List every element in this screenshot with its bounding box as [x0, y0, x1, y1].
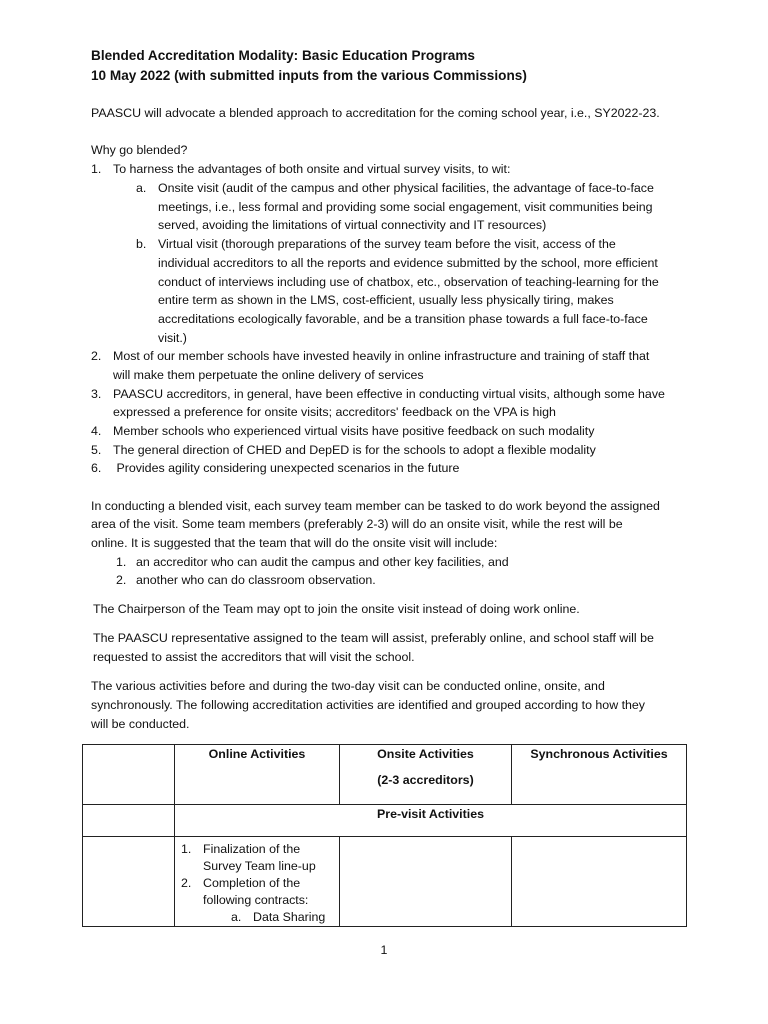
list-item: an accreditor who can audit the campus and other key facilities, and: [136, 555, 509, 569]
reason-text: Most of our member schools have invested heavily in online infrastructure and training of staff that: [113, 349, 650, 363]
paragraph-line: The various activities before and during the two-day visit can be conducted online, onsite, and: [91, 679, 605, 693]
sub-text: conduct of interviews including use of chatbox, etc., observation of teaching-learning for the: [158, 275, 659, 289]
sub-text: visit.): [158, 331, 187, 345]
online-item: [181, 841, 339, 875]
reason-number: 3.: [91, 387, 102, 401]
online-item-number: 2.: [181, 876, 192, 890]
list-item: another who can do classroom observation.: [136, 573, 376, 587]
reason-text: will make them perpetuate the online delivery of services: [113, 368, 424, 382]
sub-text: entire term as shown in the LMS, cost-efficient, usually less physically tiring, makes: [158, 293, 614, 307]
paragraph-line: online. It is suggested that the team that will do the onsite visit will include:: [91, 536, 498, 550]
table-row: [83, 837, 687, 927]
paragraph-line: The PAASCU representative assigned to the team will assist, preferably online, and school staff will be: [93, 631, 654, 645]
section-previsit-label: Pre-visit Activities: [377, 807, 484, 821]
reason-text: Member schools who experienced virtual visits have positive feedback on such modality: [113, 424, 595, 438]
paragraph-line: synchronously. The following accreditation activities are identified and grouped according to how they: [91, 698, 646, 712]
table-cell: [83, 837, 175, 927]
section-previsit: [175, 805, 687, 837]
sub-text: served, avoiding the limitations of virtual connectivity and IT resources): [158, 218, 547, 232]
reason-number: 4.: [91, 424, 102, 438]
paragraph-line: area of the visit. Some team members (preferably 2-3) will do an onsite visit, while the rest will be: [91, 517, 623, 531]
sub-text: meetings, i.e., less formal and providing some social engagement, visit communities being: [158, 200, 653, 214]
header-online: [175, 745, 340, 805]
activities-table: [82, 744, 687, 927]
online-subitem-letter: a.: [231, 910, 242, 924]
table-cell: [83, 745, 175, 805]
sub-letter: b.: [136, 237, 147, 251]
header-synchronous-label: Synchronous Activities: [530, 747, 668, 761]
reason-number: 5.: [91, 443, 102, 457]
table-header-row: [83, 745, 687, 805]
reason-text: Provides agility considering unexpected scenarios in the future: [113, 461, 460, 475]
chairperson-paragraph: The Chairperson of the Team may opt to join the onsite visit instead of doing work online.: [93, 602, 580, 616]
header-onsite-sublabel: (2-3 accreditors): [377, 773, 474, 787]
header-online-label: Online Activities: [208, 747, 306, 761]
sub-text: Onsite visit (audit of the campus and other physical facilities, the advantage of face-to-face: [158, 181, 654, 195]
document-subtitle: 10 May 2022 (with submitted inputs from the various Commissions): [91, 68, 527, 83]
reason-text: The general direction of CHED and DepED is for the schools to adopt a flexible modality: [113, 443, 596, 457]
online-item-number: 1.: [181, 842, 192, 856]
list-number: 1.: [116, 555, 127, 569]
online-subitem-text: Data Sharing: [253, 910, 326, 924]
online-item-text: Survey Team line-up: [203, 859, 316, 873]
reason-number: 6.: [91, 461, 102, 475]
header-synchronous: [512, 745, 687, 805]
online-item: [181, 875, 339, 909]
online-item-text: following contracts:: [203, 893, 309, 907]
intro-paragraph: PAASCU will advocate a blended approach to accreditation for the coming school year, i.e., SY2022-23.: [91, 106, 660, 120]
why-heading: Why go blended?: [91, 143, 188, 157]
header-onsite: [340, 745, 512, 805]
onsite-activities-cell: [340, 837, 512, 927]
reason-text: To harness the advantages of both onsite and virtual survey visits, to wit:: [113, 162, 511, 176]
online-item-text: Completion of the: [203, 876, 301, 890]
header-onsite-label: Onsite Activities: [377, 747, 474, 761]
reason-number: 2.: [91, 349, 102, 363]
online-activities-cell: [175, 837, 340, 927]
table-cell: [83, 805, 175, 837]
sub-text: Virtual visit (thorough preparations of the survey team before the visit, access of the: [158, 237, 616, 251]
online-item-text: Finalization of the: [203, 842, 301, 856]
document-title: Blended Accreditation Modality: Basic Education Programs: [91, 48, 475, 63]
sub-text: accreditations ecologically favorable, and be a transition phase towards a full face-to-face: [158, 312, 648, 326]
paragraph-line: In conducting a blended visit, each survey team member can be tasked to do work beyond the assigned: [91, 499, 660, 513]
paragraph-line: will be conducted.: [91, 717, 190, 731]
table-section-row: [83, 805, 687, 837]
page-number: 1: [380, 943, 388, 957]
reason-number: 1.: [91, 162, 102, 176]
sub-letter: a.: [136, 181, 147, 195]
sub-text: individual accreditors to all the reports and evidence submitted by the school, more efficient: [158, 256, 658, 270]
paragraph-line: requested to assist the accreditors that will visit the school.: [93, 650, 415, 664]
reason-text: expressed a preference for onsite visits; accreditors' feedback on the VPA is high: [113, 405, 556, 419]
online-subitem: [181, 909, 339, 926]
list-number: 2.: [116, 573, 127, 587]
reason-text: PAASCU accreditors, in general, have been effective in conducting virtual visits, although some have: [113, 387, 665, 401]
synchronous-activities-cell: [512, 837, 687, 927]
